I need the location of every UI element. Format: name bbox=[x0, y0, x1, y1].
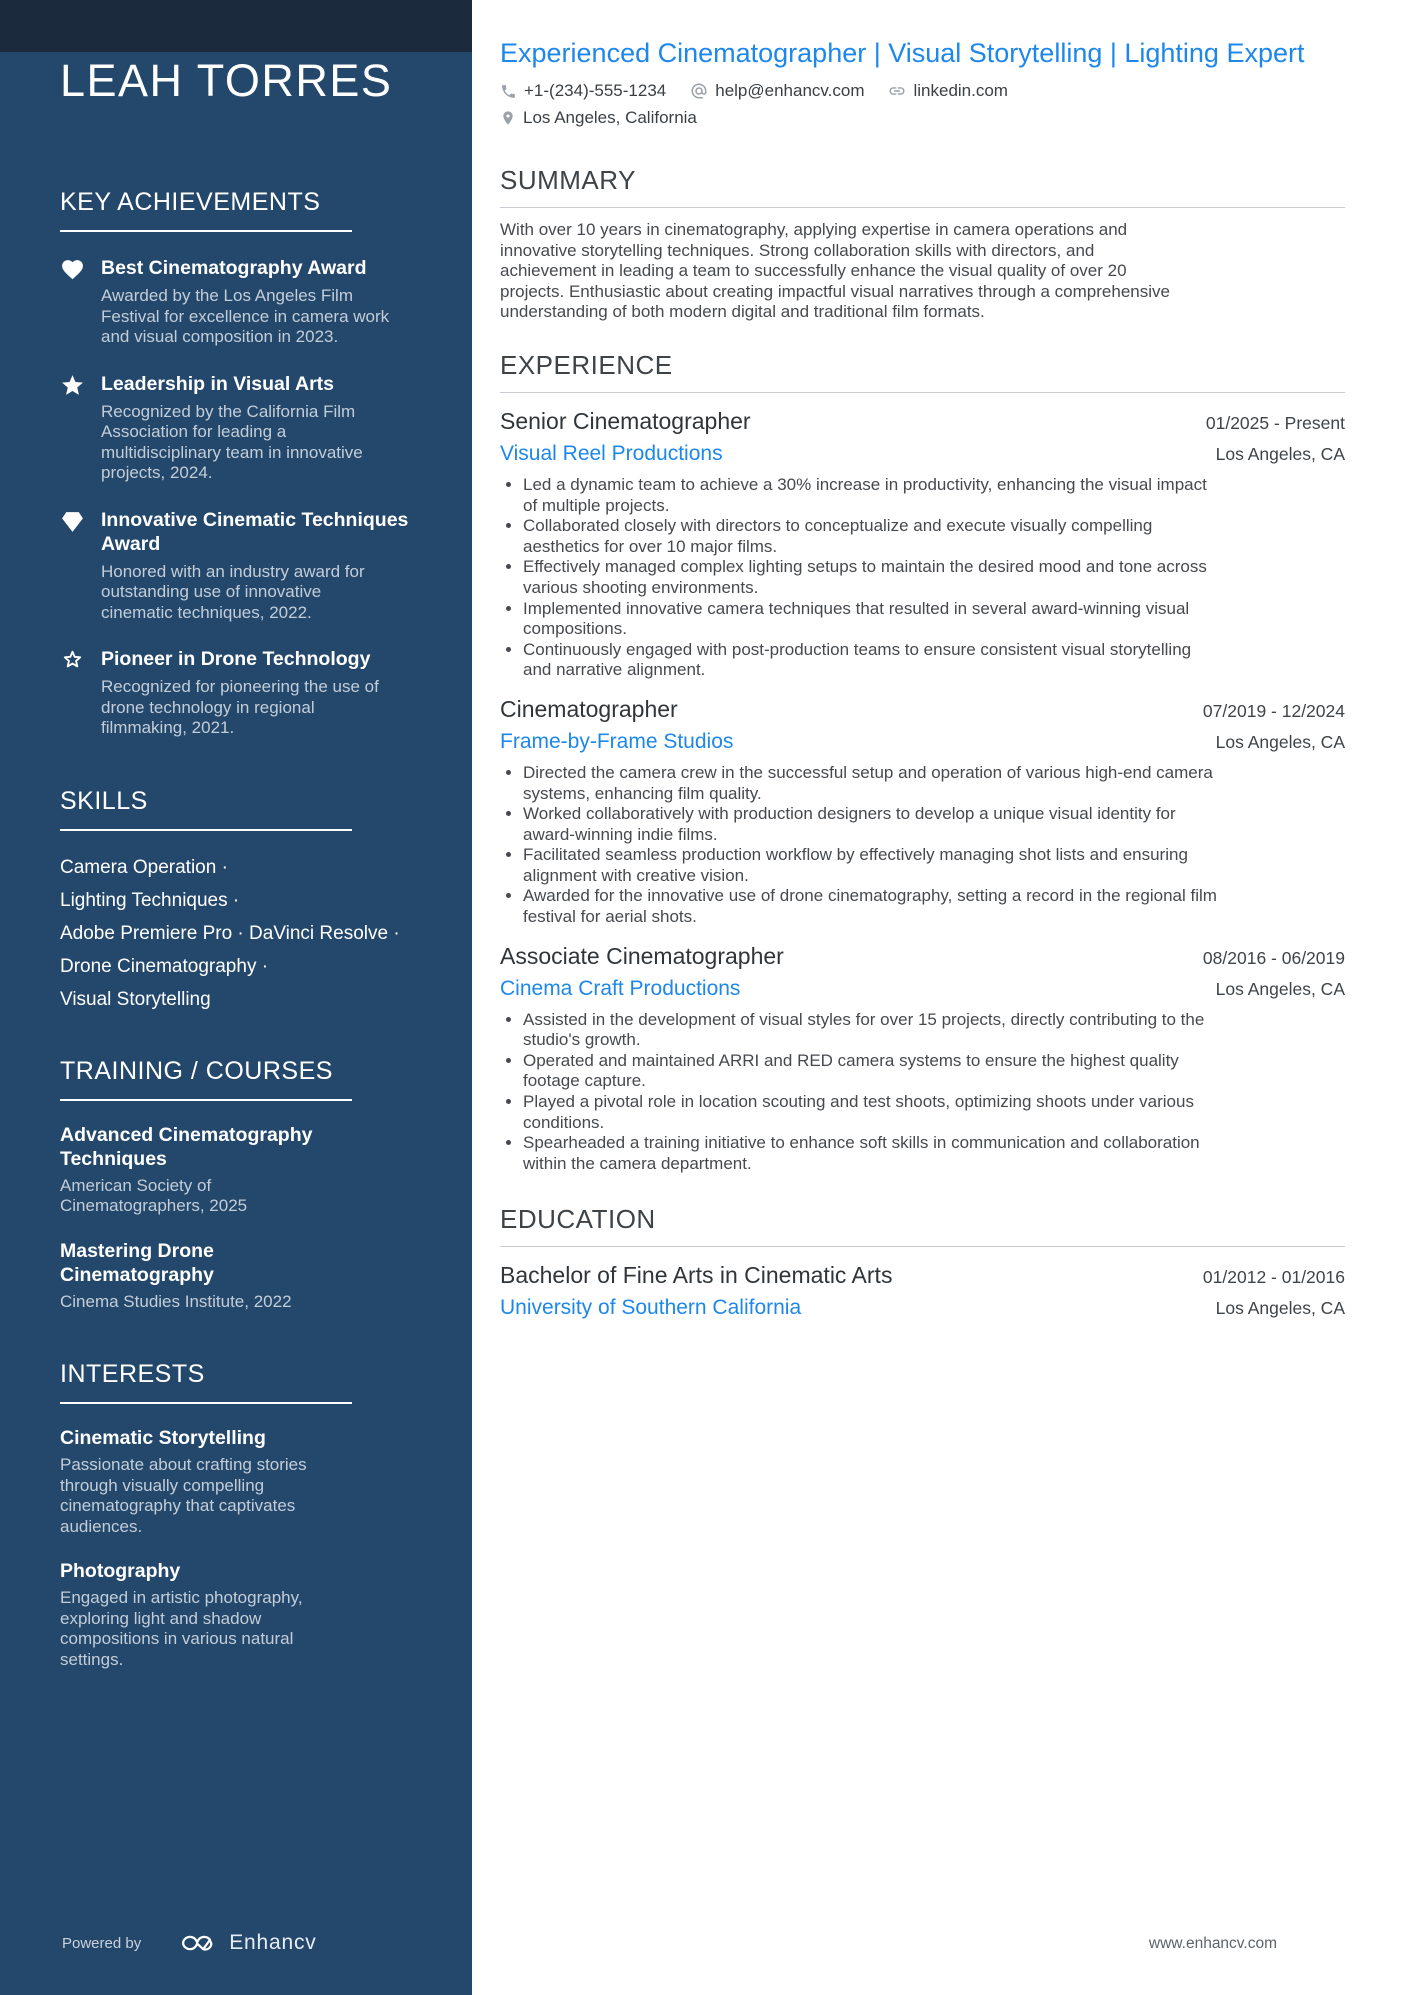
job-bullet: • Implemented innovative camera techniques that resulted in several award-winning visual compositions. bbox=[523, 599, 1218, 640]
job-bullet-list bbox=[500, 763, 1218, 928]
job-location: Los Angeles, CA bbox=[1215, 731, 1345, 752]
job-bullet: • Spearheaded a training initiative to enhance soft skills in communication and collaboration within the camera department. bbox=[523, 1133, 1218, 1174]
interest-description: Passionate about crafting stories through visually compelling cinematography that captivates audiences. bbox=[60, 1455, 307, 1536]
training-section bbox=[60, 1057, 434, 1313]
degree-title: Bachelor of Fine Arts in Cinematic Arts bbox=[500, 1262, 893, 1289]
education-entry bbox=[500, 1262, 1345, 1320]
course-item bbox=[60, 1239, 434, 1313]
job-bullet-list bbox=[500, 475, 1218, 681]
skill-item: Drone Cinematography · bbox=[60, 955, 269, 977]
location-row bbox=[500, 108, 1345, 128]
achievement-title: Pioneer in Drone Technology bbox=[101, 648, 371, 671]
skills-heading: SKILLS bbox=[60, 786, 148, 815]
job-bullet: • Effectively managed complex lighting setups to maintain the desired mood and tone across various shooting environments. bbox=[523, 557, 1218, 598]
interests-section bbox=[60, 1360, 434, 1670]
phone-contact bbox=[500, 81, 666, 101]
skill-item: Lighting Techniques · bbox=[60, 889, 240, 911]
training-heading: TRAINING / COURSES bbox=[60, 1056, 333, 1085]
job-entry bbox=[500, 943, 1345, 1175]
divider bbox=[500, 1246, 1345, 1247]
job-bullet: • Facilitated seamless production workflow by effectively managing shot lists and ensuring alignment with creative vision. bbox=[523, 845, 1218, 886]
education-location: Los Angeles, CA bbox=[1215, 1298, 1345, 1319]
skills-section bbox=[60, 787, 434, 1009]
job-dates: 08/2016 - 06/2019 bbox=[1202, 947, 1345, 968]
job-bullet: • Directed the camera crew in the successful setup and operation of various high-end camera systems, enhancing film quality. bbox=[523, 763, 1218, 804]
link-icon bbox=[888, 82, 906, 100]
divider bbox=[60, 1402, 352, 1404]
star-outline-icon bbox=[60, 648, 85, 673]
job-dates: 07/2019 - 12/2024 bbox=[1202, 700, 1345, 721]
job-bullet: • Awarded for the innovative use of drone cinematography, setting a record in the regional film festival for aerial shots. bbox=[523, 886, 1218, 927]
resume-headline: Experienced Cinematographer | Visual Storytelling | Lighting Expert bbox=[500, 38, 1305, 68]
experience-heading: EXPERIENCE bbox=[500, 349, 673, 380]
linkedin-url[interactable]: linkedin.com bbox=[913, 81, 1008, 100]
job-title: Senior Cinematographer bbox=[500, 407, 751, 434]
main-content bbox=[472, 0, 1410, 1995]
achievement-title: Leadership in Visual Arts bbox=[101, 372, 334, 395]
interests-heading: INTERESTS bbox=[60, 1360, 205, 1389]
job-bullet: • Assisted in the development of visual styles for over 15 projects, directly contributing to the studio's growth. bbox=[523, 1010, 1218, 1051]
education-heading: EDUCATION bbox=[500, 1204, 656, 1235]
skill-item: Adobe Premiere Pro · DaVinci Resolve · bbox=[60, 922, 400, 944]
course-org: Cinema Studies Institute, 2022 bbox=[60, 1291, 292, 1311]
sidebar bbox=[0, 0, 472, 1995]
powered-by-footer bbox=[62, 1931, 317, 1955]
job-title: Associate Cinematographer bbox=[500, 942, 784, 969]
summary-heading: SUMMARY bbox=[500, 165, 636, 195]
course-org: American Society of Cinematographers, 2025 bbox=[60, 1175, 248, 1216]
enhancv-brand-label: Enhancv bbox=[229, 1931, 317, 1954]
experience-section bbox=[500, 350, 1345, 1174]
at-icon bbox=[690, 82, 708, 100]
achievement-title: Best Cinematography Award bbox=[101, 257, 367, 280]
gem-icon bbox=[60, 509, 85, 534]
skill-item: Camera Operation · bbox=[60, 856, 228, 878]
job-bullet: • Led a dynamic team to achieve a 30% increase in productivity, enhancing the visual impact of multiple projects. bbox=[523, 475, 1218, 516]
interest-description: Engaged in artistic photography, exploring light and shadow compositions in various natural settings. bbox=[60, 1588, 303, 1669]
achievement-item bbox=[60, 508, 434, 624]
key-achievements-heading: KEY ACHIEVEMENTS bbox=[60, 188, 321, 217]
job-dates: 01/2025 - Present bbox=[1205, 412, 1345, 433]
achievement-description: Recognized for pioneering the use of drone technology in regional filmmaking, 2021. bbox=[101, 677, 379, 738]
divider bbox=[60, 230, 352, 232]
skills-list bbox=[60, 858, 434, 1009]
phone-icon bbox=[500, 83, 517, 100]
job-company: Visual Reel Productions bbox=[500, 441, 723, 465]
interest-item bbox=[60, 1559, 434, 1670]
powered-by-label: Powered by bbox=[62, 1934, 142, 1952]
phone-number: +1-(234)-555-1234 bbox=[524, 81, 667, 100]
linkedin-contact[interactable] bbox=[888, 81, 1008, 101]
interest-title: Photography bbox=[60, 1560, 181, 1583]
course-title: Advanced Cinematography Techniques bbox=[60, 1123, 313, 1170]
course-item bbox=[60, 1123, 434, 1217]
education-section bbox=[500, 1204, 1345, 1320]
summary-section bbox=[500, 165, 1345, 323]
key-achievements-section bbox=[60, 188, 434, 739]
location-pin-icon bbox=[500, 110, 516, 126]
achievement-description: Recognized by the California Film Association for leading a multidisciplinary team in innovative projects, 2024. bbox=[101, 401, 363, 483]
achievement-item bbox=[60, 372, 434, 484]
job-entry bbox=[500, 696, 1345, 928]
job-bullet: • Collaborated closely with directors to conceptualize and execute visually compelling aesthetics for over 10 major films. bbox=[523, 516, 1218, 557]
achievement-description: Awarded by the Los Angeles Film Festival for excellence in camera work and visual composition in 2023. bbox=[101, 286, 390, 347]
job-bullet: • Operated and maintained ARRI and RED camera systems to ensure the highest quality footage capture. bbox=[523, 1051, 1218, 1092]
contact-row bbox=[500, 81, 1345, 101]
summary-text: With over 10 years in cinematography, applying expertise in camera operations and innovative storytelling techniques. Strong collaboration skills with directors, and achievement in leading a team to successfully enhance the visual quality of over 20 projects. Enthusiastic about creating impactful visual narratives through a comprehensive understanding of both modern digital and traditional film formats. bbox=[500, 220, 1170, 322]
skill-item: Visual Storytelling bbox=[60, 988, 211, 1010]
job-entry bbox=[500, 408, 1345, 681]
job-bullet: • Played a pivotal role in location scouting and test shoots, optimizing shoots under various conditions. bbox=[523, 1092, 1218, 1133]
interest-title: Cinematic Storytelling bbox=[60, 1427, 266, 1450]
interest-item bbox=[60, 1426, 434, 1537]
job-bullet: • Continuously engaged with post-production teams to ensure consistent visual storytelling and narrative alignment. bbox=[523, 640, 1218, 681]
heart-icon bbox=[60, 257, 85, 282]
job-title: Cinematographer bbox=[500, 695, 678, 722]
email-address[interactable]: help@enhancv.com bbox=[715, 81, 865, 100]
email-contact[interactable] bbox=[690, 81, 864, 101]
enhancv-logo-icon bbox=[177, 1932, 219, 1954]
achievement-title: Innovative Cinematic Techniques Award bbox=[101, 508, 409, 555]
job-bullet: • Worked collaboratively with production designers to develop a unique visual identity for award-winning indie films. bbox=[523, 804, 1218, 845]
top-strip bbox=[0, 0, 472, 52]
location-text: Los Angeles, California bbox=[523, 108, 697, 127]
education-dates: 01/2012 - 01/2016 bbox=[1202, 1267, 1345, 1288]
divider bbox=[60, 1099, 352, 1101]
website-footer: www.enhancv.com bbox=[1148, 1935, 1277, 1952]
location-item bbox=[500, 108, 697, 128]
candidate-name: LEAH TORRES bbox=[60, 55, 393, 106]
job-company: Frame-by-Frame Studios bbox=[500, 729, 734, 753]
achievement-description: Honored with an industry award for outstanding use of innovative cinematic techniques, 2022. bbox=[101, 561, 365, 622]
school-name: University of Southern California bbox=[500, 1296, 802, 1320]
divider bbox=[500, 392, 1345, 393]
achievement-item bbox=[60, 647, 434, 739]
achievement-item bbox=[60, 256, 434, 348]
job-bullet-list bbox=[500, 1010, 1218, 1175]
job-location: Los Angeles, CA bbox=[1215, 978, 1345, 999]
course-title: Mastering Drone Cinematography bbox=[60, 1239, 214, 1286]
job-location: Los Angeles, CA bbox=[1215, 443, 1345, 464]
job-company: Cinema Craft Productions bbox=[500, 976, 741, 1000]
divider bbox=[60, 829, 352, 831]
star-icon bbox=[60, 373, 85, 398]
divider bbox=[500, 207, 1345, 208]
